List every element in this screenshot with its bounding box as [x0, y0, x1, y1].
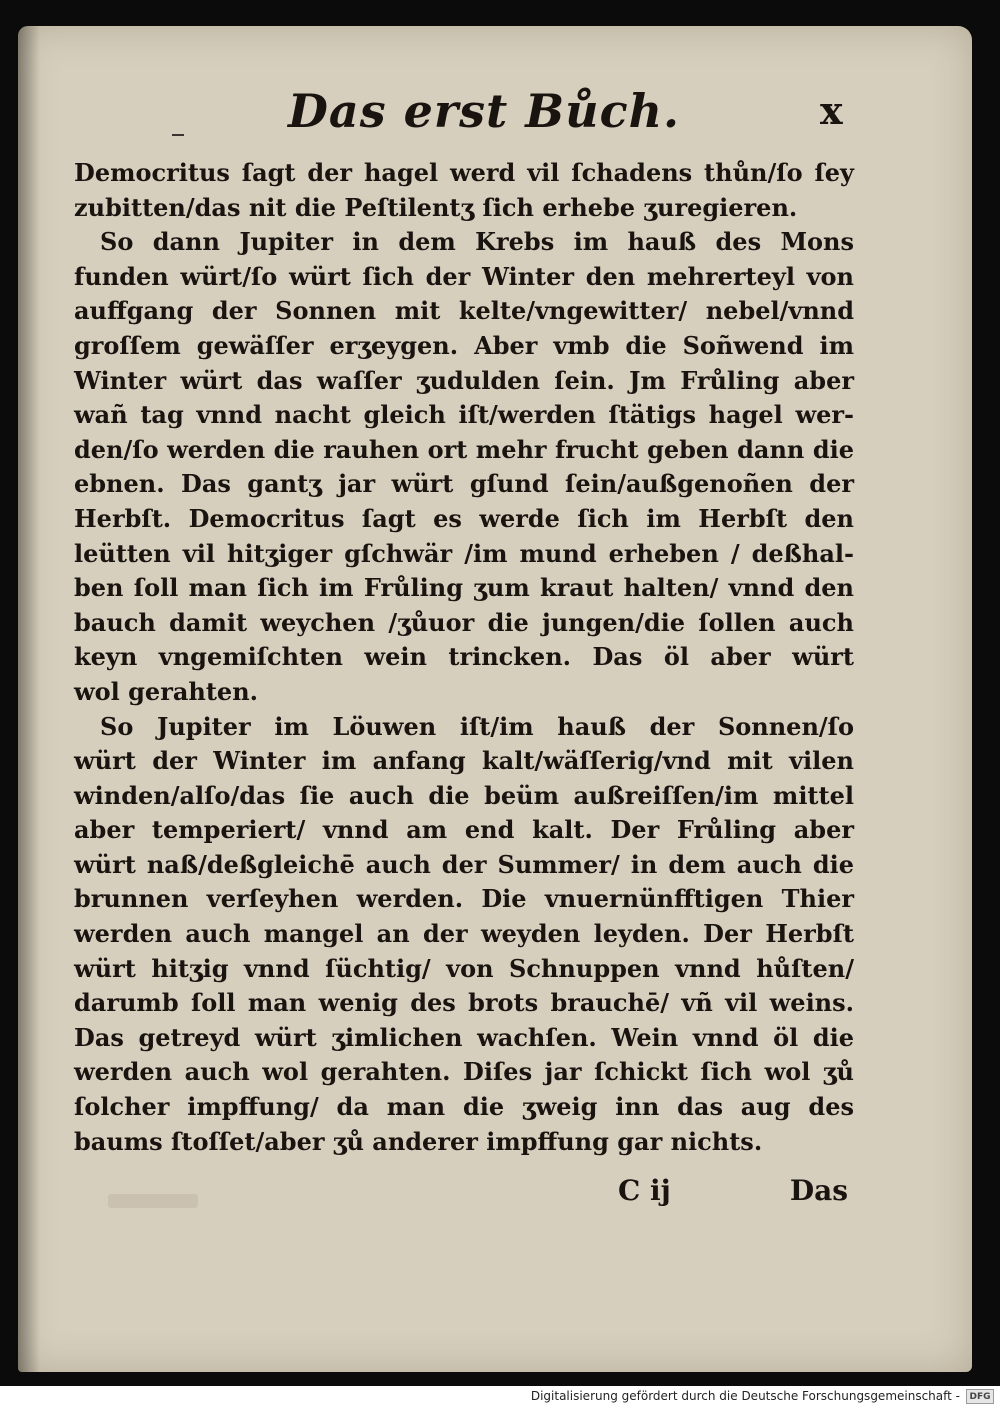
text-line: So dann Jupiter in dem Krebs im hauß des Mons: [100, 227, 854, 257]
text-line: werden auch mangel an der weyden leyden. Der Herbſt: [74, 919, 854, 949]
text-line: groſſem gewäſſer erʒeygen. Aber vmb die Soñwend im: [74, 330, 854, 360]
signature-mark: C ij: [618, 1174, 671, 1207]
text-line: zubitten/das nit die Peſtilentʒ ſich erhebe ʒuregieren.: [74, 192, 798, 222]
text-line: den/ſo werden die rauhen ort mehr frucht geben dann die: [74, 434, 854, 464]
text-line: brunnen verſeyhen werden. Die vnuernünfftigen Thier: [74, 884, 854, 914]
page-header: [18, 84, 972, 154]
text-line: baums ſtoſſet/aber ʒů anderer impffung gar nichts.: [74, 1126, 763, 1156]
dfg-logo: DFG: [966, 1389, 994, 1404]
text-line: ebnen. Das gantʒ jar würt gſund ſein/außgenoñen der: [74, 469, 854, 499]
text-line: wol gerahten.: [74, 676, 258, 706]
signature-line: [618, 1174, 848, 1214]
text-line: wañ tag vnnd nacht gleich iſt/werden ſtätigs hagel wer-: [74, 400, 854, 430]
text-line: würt der Winter im anfang kalt/wäſſerig/vnd mit vilen: [74, 746, 854, 776]
text-line: funden würt/ſo würt ſich der Winter den mehrerteyl von: [74, 261, 854, 291]
text-line: leütten vil hitʒiger gſchwär /im mund erheben / deßhal-: [74, 538, 854, 568]
catchword: Das: [789, 1174, 848, 1207]
text-line: ſolcher impffung/ da man die ʒweig inn das aug des: [74, 1092, 854, 1122]
text-line: würt naß/deßgleichē auch der Summer/ in dem auch die: [74, 849, 854, 879]
book-page: [18, 26, 972, 1372]
text-line: Winter würt das waſſer ʒudulden ſein. Jm Frůling aber: [74, 365, 854, 395]
text-line: aber temperiert/ vnnd am end kalt. Der Frůling aber: [74, 815, 854, 845]
text-line: ben ſoll man ſich im Frůling ʒum kraut halten/ vnnd den: [74, 573, 854, 603]
text-line: bauch damit weychen /ʒůuor die jungen/die ſollen auch: [74, 607, 854, 637]
text-line: So Jupiter im Löuwen iſt/im hauß der Sonnen/ſo: [100, 711, 854, 741]
show-through-smudge: [108, 1194, 198, 1208]
funding-credit: Digitalisierung gefördert durch die Deutsche Forschungsgemeinschaft -: [530, 1389, 960, 1403]
footer-bar: [0, 1386, 1000, 1408]
text-line: Herbſt. Democritus ſagt es werde ſich im Herbſt den: [74, 503, 854, 533]
body-text: [74, 156, 854, 1159]
text-line: Das getreyd würt ʒimlichen wachſen. Wein vnnd öl die: [74, 1022, 854, 1052]
text-line: winden/alſo/das ſie auch die beüm außreiſſen/im mittel: [74, 780, 854, 810]
running-title: Das erst Bůch.: [288, 84, 681, 138]
text-line: werden auch wol gerahten. Diſes jar ſchickt ſich wol ʒů: [74, 1057, 854, 1087]
text-line: darumb ſoll man wenig des brots brauchē/ vñ vil weins.: [74, 988, 854, 1018]
folio-number: x: [820, 88, 843, 133]
text-line: auffgang der Sonnen mit kelte/vngewitter/ nebel/vnnd: [74, 296, 854, 326]
text-line: Democritus ſagt der hagel werd vil ſchadens thůn/ſo ſey: [74, 158, 854, 187]
text-line: keyn vngemiſchten wein trincken. Das öl aber würt: [74, 642, 854, 672]
text-line: würt hitʒig vnnd ſüchtig/ von Schnuppen vnnd hůſten/: [74, 953, 854, 983]
